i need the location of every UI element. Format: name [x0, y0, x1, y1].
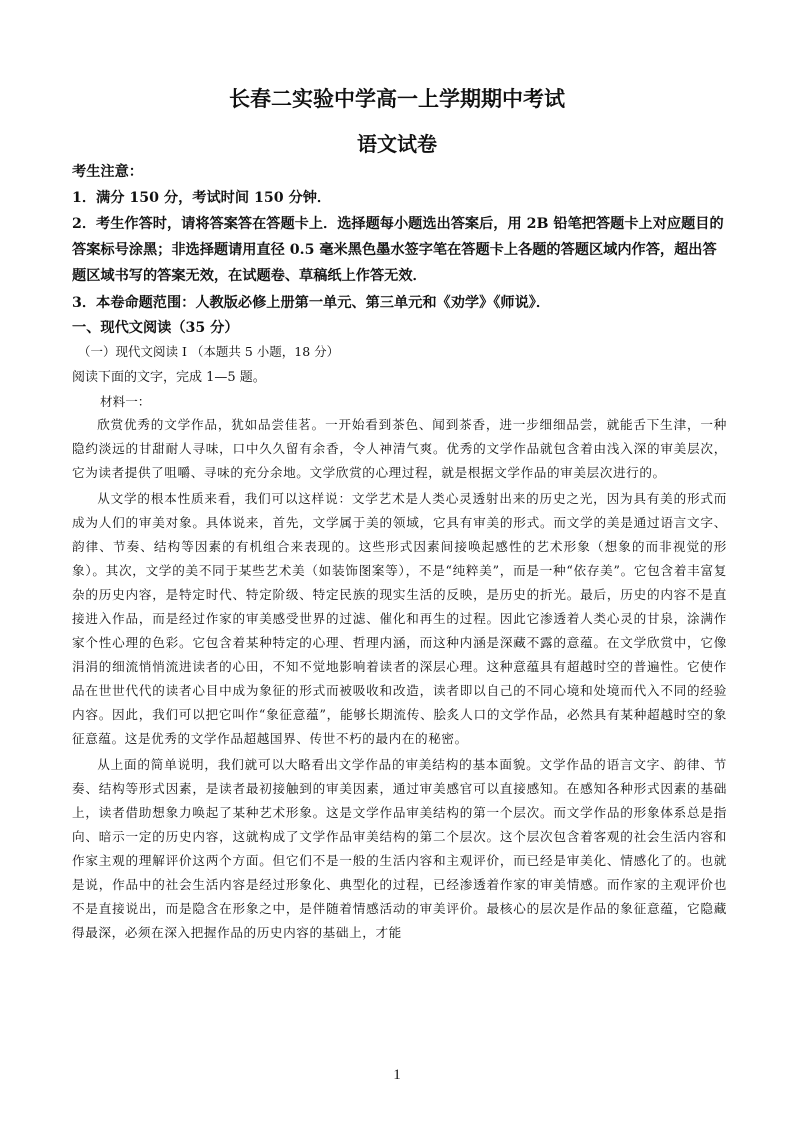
page-number: 1: [393, 1067, 401, 1083]
passage-paragraph: 欣赏优秀的文学作品，犹如品尝佳茗。一开始看到茶色、闻到茶香，进一步细细品尝，就能舌下生津，一种隐约淡远的甘甜耐人寻味，口中久久留有余香，令人神清气爽。优秀的文学作品就包含着由浅入深的审美层次，它为读者提供了咀嚼、寻味的充分余地。文学欣赏的心理过程，就是根据文学作品的审美层次进行的。: [72, 417, 727, 480]
section-heading: 一、现代文阅读（35 分）: [72, 320, 239, 336]
notice-heading: 考生注意：: [72, 164, 143, 180]
passage-paragraph: 从上面的简单说明，我们就可以大略看出文学作品的审美结构的基本面貌。文学作品的语言文字、韵律、节奏、结构等形式因素，是读者最初接触到的审美因素，通过审美感官可以直接感知。在感知各种形式因素的基础上，读者借助想象力唤起了某种艺术形象。这是文学作品审美结构的第一个层次。而文学作品的形象体系总是指向、暗示一定的历史内容，这就构成了文学作品审美结构的第二个层次。这个层次包含着客观的社会生活内容和作家主观的理解评价这两个方面。但它们不是一般的生活内容和主观评价，而已经是审美化、情感化了的。也就是说，作品中的社会生活内容是经过形象化、典型化的过程，已经渗透着作家的审美情感。而作家的主观评价也不是直接说出，而是隐含在形象之中，是伴随着情感活动的审美评价。最核心的层次是作品的象征意蕴，它隐藏得最深，必须在深入把握作品的历史内容的基础上，才能: [72, 757, 727, 940]
passage-paragraph: 从文学的根本性质来看，我们可以这样说：文学艺术是人类心灵透射出来的历史之光，因为具有美的形式而成为人们的审美对象。具体说来，首先，文学属于美的领域，它具有审美的形式。而文学的美是通过语言文字、韵律、节奏、结构等因素的有机组合来表现的。这些形式因素间接唤起感性的艺术形象（想象的而非视觉的形象）。其次，文学的美不同于某些艺术美（如装饰图案等），不是“纯粹美”，而是一种“依存美”。它包含着丰富复杂的历史内容，是特定时代、特定阶级、特定民族的现实生活的反映，是历史的折光。最后，历史的内容不是直接进入作品，而是经过作家的审美感受世界的过滤、催化和再生的过程。因此它渗透着人类心灵的甘泉，涂满作家个性心理的色彩。它包含着某种特定的心理、哲理内涵，而这种内涵是深藏不露的意蕴。在文学欣赏中，它像涓涓的细流悄悄流进读者的心田，不知不觉地影响着读者的深层心理。这种意蕴具有超越时空的普遍性。它使作品在世世代代的读者心目中成为象征的形式而被吸收和改造，读者即以自己的不同心境和处境而代入不同的经验内容。因此，我们可以把它叫作“象征意蕴”，能够长期流传、脍炙人口的文学作品，必然具有某种超越时空的象征意蕴。这是优秀的文学作品超越国界、传世不朽的最内在的秘密。: [72, 491, 727, 746]
exam-title: 长春二实验中学高一上学期期中考试: [229, 86, 565, 111]
subsection-heading: （一）现代文阅读 I （本题共 5 小题，18 分）: [78, 344, 340, 359]
reading-passage: [72, 413, 727, 947]
material-label: 材料一：: [100, 394, 151, 409]
exam-subtitle: 语文试卷: [357, 132, 437, 156]
notice-item-3: 3．本卷命题范围：人教版必修上册第一单元、第三单元和《劝学》《师说》．: [72, 295, 551, 311]
notice-item-2: 2．考生作答时，请将答案答在答题卡上．选择题每小题选出答案后，用 2B 铅笔把答题卡上对应题目的答案标号涂黑；非选择题请用直径 0.5 毫米黑色墨水签字笔在答题卡上各题的答题区域内作答，超出答题区域书写的答案无效，在试题卷、草稿纸上作答无效．: [72, 216, 724, 284]
reading-instruction: 阅读下面的文字，完成 1—5 题。: [72, 370, 266, 385]
notice-item-1: 1．满分 150 分，考试时间 150 分钟．: [72, 190, 332, 206]
